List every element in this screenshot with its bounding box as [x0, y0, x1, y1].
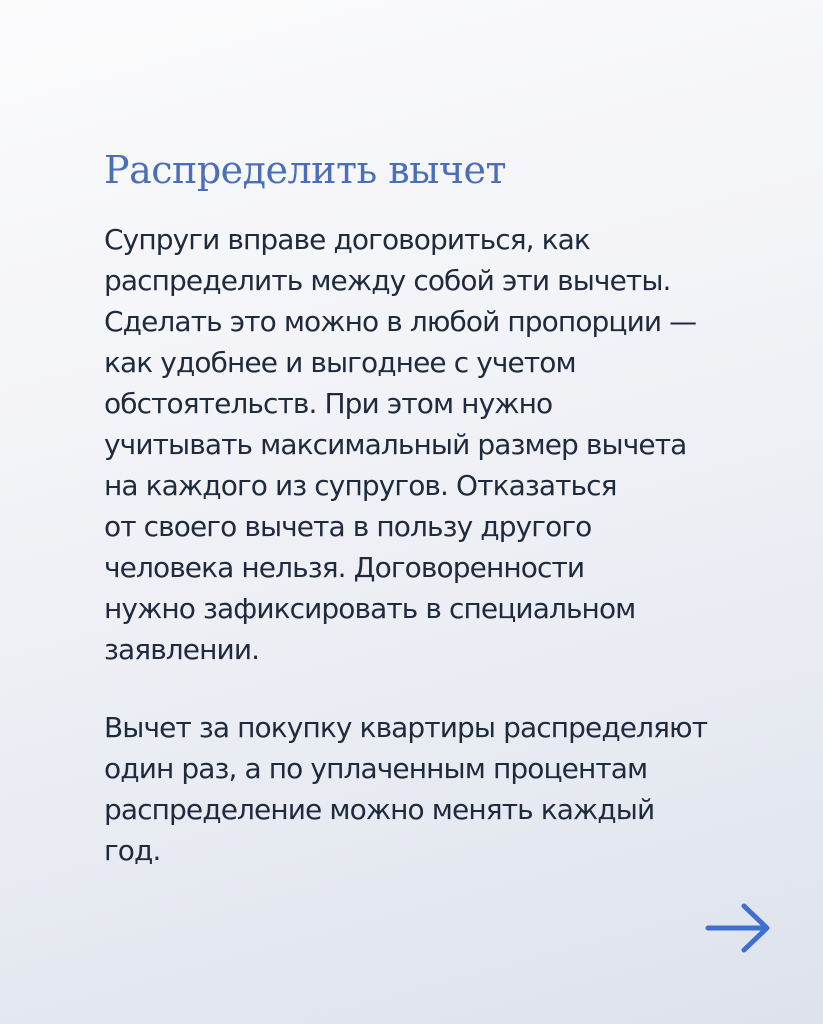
paragraph-line: нужно зафиксировать в специальном: [104, 592, 636, 625]
paragraph-line: один раз, а по уплаченным процентам: [104, 752, 648, 785]
paragraph-line: распределить между собой эти вычеты.: [104, 264, 671, 297]
next-slide-button[interactable]: [704, 898, 774, 958]
paragraph-line: Вычет за покупку квартиры распределяют: [104, 711, 708, 744]
paragraph-line: обстоятельств. При этом нужно: [104, 387, 553, 420]
paragraph-line: как удобнее и выгоднее с учетом: [104, 346, 576, 379]
paragraph-line: на каждого из супругов. Отказаться: [104, 469, 617, 502]
paragraph-line: Сделать это можно в любой пропорции —: [104, 305, 697, 338]
paragraph-line: распределение можно менять каждый: [104, 793, 655, 826]
paragraph-line: учитывать максимальный размер вычета: [104, 428, 687, 461]
paragraph-spouses-agreement: [104, 219, 794, 670]
paragraph-line: от своего вычета в пользу другого: [104, 510, 592, 543]
arrow-right-icon: [704, 898, 774, 958]
paragraph-line: заявлении.: [104, 633, 260, 666]
paragraph-line: год.: [104, 834, 161, 867]
paragraph-line: человека нельзя. Договоренности: [104, 551, 585, 584]
slide-title: Распределить вычет: [104, 148, 507, 192]
paragraph-distribution-rules: [104, 707, 794, 871]
paragraph-line: Супруги вправе договориться, как: [104, 223, 590, 256]
